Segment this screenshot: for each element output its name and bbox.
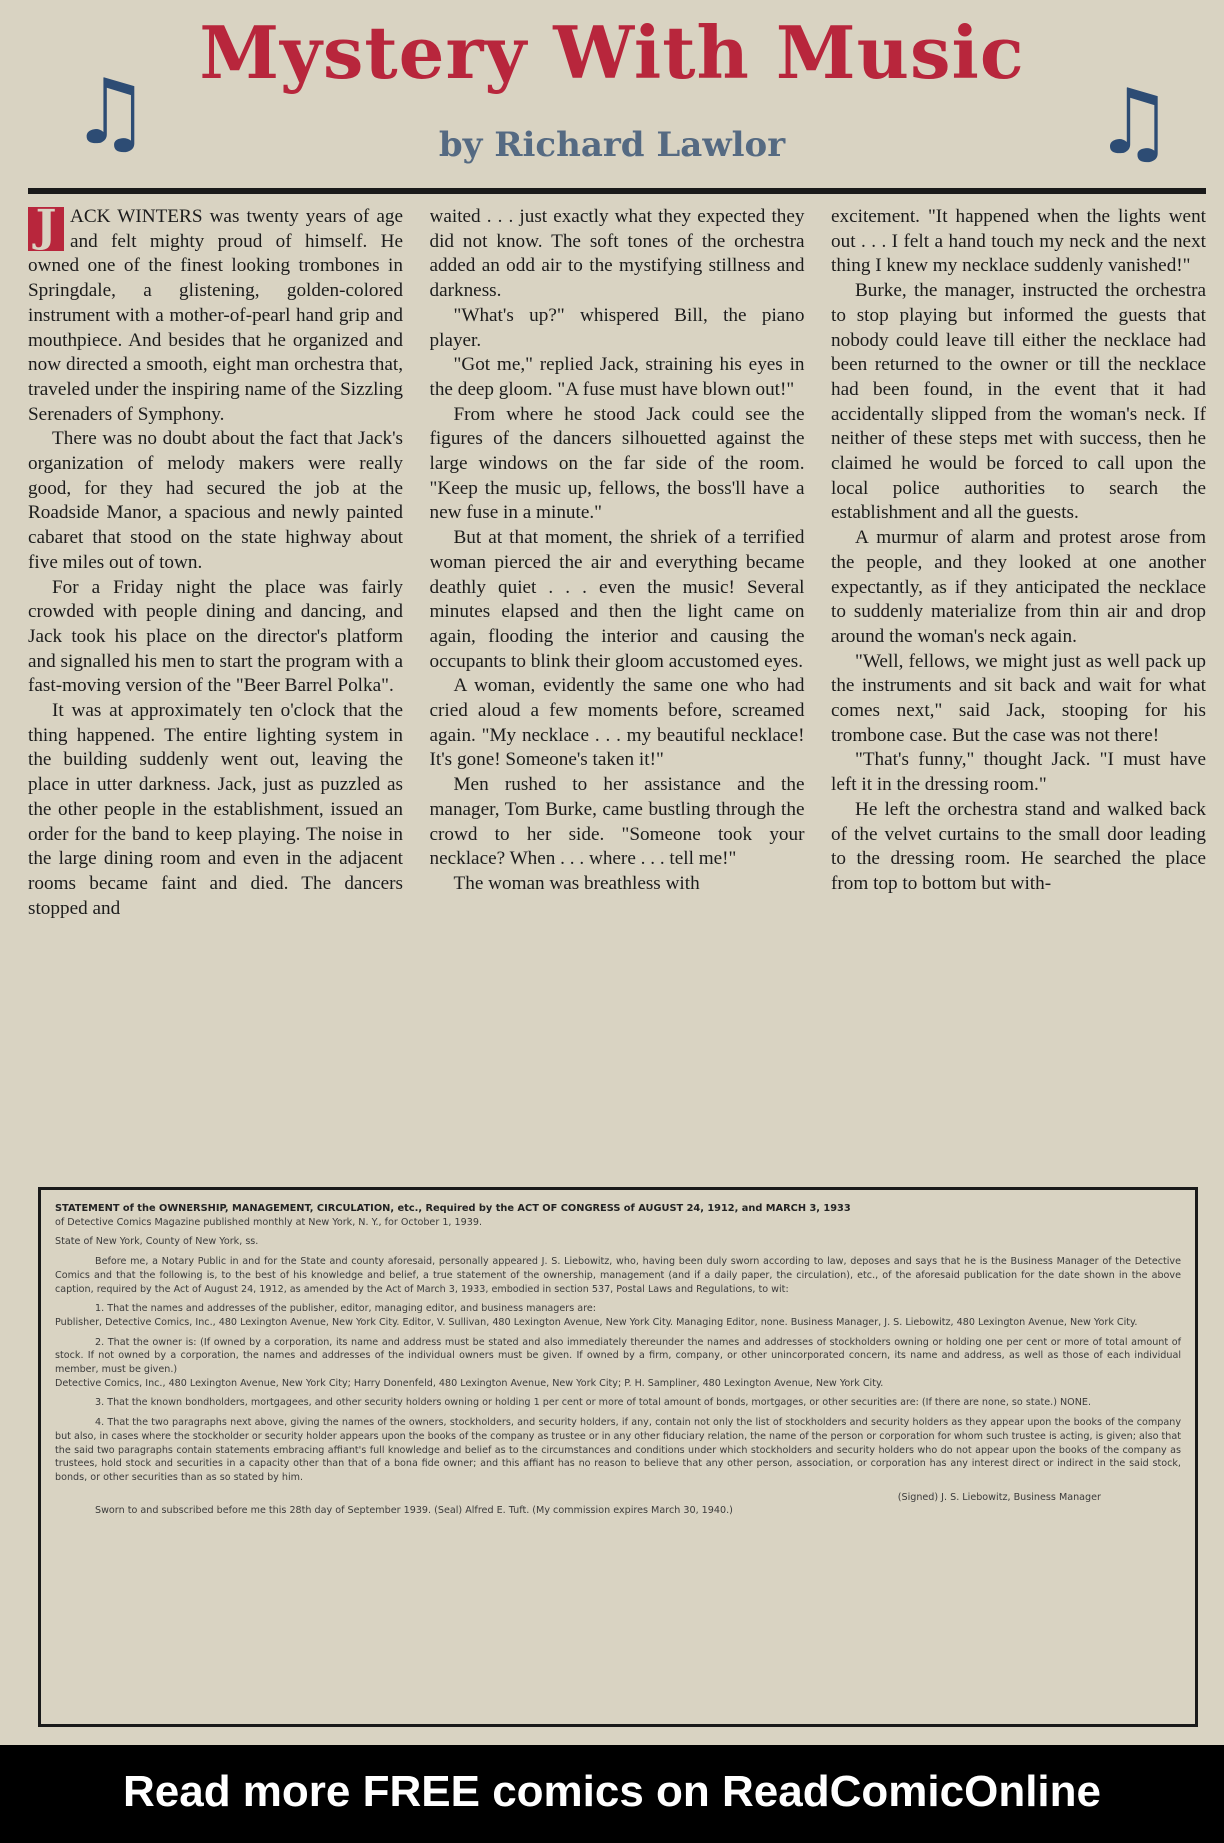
story-paragraph: "Well, fellows, we might just as well pack up the instruments and sit back and wait for what comes next," said Jack, stooping for his trombone case. But the case was not there! — [831, 650, 1206, 746]
story-paragraph: "That's funny," thought Jack. "I must have left it in the dressing room." — [831, 749, 1206, 796]
story-paragraph: "What's up?" whispered Bill, the piano player. — [429, 304, 805, 351]
statement-paragraph: 2. That the owner is: (If owned by a corporation, its name and address must be stated and also immediately thereunder the names and addresses of stockholders owning or holding one per cent or more of total amount of stock. If not owned by a corporation, the names and addresses of the individual owners must be given. If owned by a firm, company, or other unincorporated concern, its name and address, as well as those of each individual member, must be given.) — [55, 1336, 1181, 1376]
story-paragraph: It was at approximately ten o'clock that the thing happened. The entire lighting system in the building suddenly went out, leaving the place in utter darkness. Jack, just as puzzled as the other people in the establishment, issued an order for the band to keep playing. The noise in the large dining room and even in the adjacent rooms became faint and died. The dancers stopped and — [28, 700, 403, 919]
story-paragraph: From where he stood Jack could see the figures of the dancers silhouetted against the large windows on the far side of the room. "Keep the music up, fellows, the boss'll have a new fuse in a minute." — [429, 403, 805, 524]
story-title: Mystery With Music — [199, 10, 1025, 95]
story-paragraph: Men rushed to her assistance and the manager, Tom Burke, came bustling through the crowd to her side. "Someone took your necklace? When . . . where . . . tell me!" — [429, 774, 805, 870]
header-divider — [28, 188, 1206, 194]
story-paragraph: But at that moment, the shriek of a terrified woman pierced the air and everything became deathly quiet . . . even the music! Several minutes elapsed and then the light came on again, flooding the interior and causing the occupants to blink their gloom accustomed eyes. — [429, 527, 805, 672]
story-paragraph: "Got me," replied Jack, straining his eyes in the deep gloom. "A fuse must have blown out!" — [429, 354, 805, 400]
story-column-2 — [430, 205, 805, 1180]
story-paragraph: waited . . . just exactly what they expected they did not know. The soft tones of the orchestra added an odd air to the mystifying stillness and darkness. — [429, 206, 805, 302]
statement-paragraph: Detective Comics, Inc., 480 Lexington Avenue, New York City; Harry Donenfeld, 480 Lexington Avenue, New York City; P. H. Sampliner, 480 Lexington Avenue, New York City. — [55, 1377, 884, 1389]
story-header — [30, 0, 1194, 190]
story-columns — [28, 205, 1206, 1180]
story-paragraph: The woman was breathless with — [453, 872, 700, 894]
drop-cap: J — [28, 207, 64, 251]
statement-sworn-line: Sworn to and subscribed before me this 28th day of September 1939. (Seal) Alfred E. Tuft. (My commission expires March 30, 1940.) — [95, 1505, 733, 1517]
statement-paragraph: Before me, a Notary Public in and for the State and county aforesaid, personally appeared J. S. Liebowitz, who, having been duly sworn according to law, deposes and says that he is the Business Manager of the Detective Comics and that the following is, to the best of his knowledge and belief, a true statement of the ownership, management (and if a daily paper, the circulation), etc., of the aforesaid publication for the date shown in the above caption, required by the Act of August 24, 1912, as amended by the Act of March 3, 1933, embodied in section 537, Postal Laws and Regulations, to wit: — [55, 1256, 1181, 1295]
story-paragraph: A murmur of alarm and protest arose from the people, and they looked at one another expectantly, as if they anticipated the necklace to suddenly materialize from thin air and drop around the woman's neck again. — [831, 527, 1206, 647]
story-paragraph: J ACK WINTERS was twenty years of age and felt mighty proud of himself. He owned one of the finest looking trombones in Springdale, a glistening, golden-colored instrument with a mother-of-pearl hand grip and mouthpiece. And besides that he organized and now directed a smooth, eight man orchestra that, traveled under the inspiring name of the Sizzling Serenaders of Symphony. — [28, 205, 403, 425]
promo-banner — [0, 1745, 1224, 1843]
statement-paragraph: 1. That the names and addresses of the publisher, editor, managing editor, and business managers are: — [95, 1303, 597, 1315]
story-column-1 — [28, 205, 403, 1180]
statement-signature: (Signed) J. S. Liebowitz, Business Manager — [897, 1491, 1101, 1503]
story-paragraph: For a Friday night the place was fairly crowded with people dining and dancing, and Jack took his place on the director's platform and signalled his men to start the program with a fast-moving version of the "Beer Barrel Polka". — [28, 576, 403, 697]
story-paragraph: A woman, evidently the same one who had cried aloud a few moments before, screamed again. "My necklace . . . my beautiful necklace! It's gone! Someone's taken it!" — [429, 675, 805, 771]
statement-paragraph: 3. That the known bondholders, mortgagees, and other security holders owning or holding 1 per cent or more of total amount of bonds, mortgages, or other securities are: (If there are none, so state.) NONE. — [95, 1397, 1092, 1409]
story-byline: by Richard Lawlor — [438, 125, 786, 165]
story-column-3 — [831, 205, 1206, 1180]
story-paragraph: Burke, the manager, instructed the orchestra to stop playing but informed the guests that nobody could leave till either the necklace had been returned to the owner or till the necklace had been found, in the event that it had accidentally slipped from the woman's neck. If neither of these steps met with success, then he claimed he would be forced to call upon the local police authorities to search the establishment and all the guests. — [831, 280, 1206, 524]
story-paragraph: There was no doubt about the fact that Jack's organization of melody makers were really good, for they had secured the job at the Roadside Manor, a spacious and newly painted cabaret that stood on the state highway about five miles out of town. — [28, 428, 403, 573]
story-paragraph: He left the orchestra stand and walked back of the velvet curtains to the small door leading to the dressing room. He searched the place from top to bottom but with- — [831, 798, 1206, 894]
promo-banner-text: Read more FREE comics on ReadComicOnline — [122, 1767, 1101, 1816]
statement-heading: STATEMENT of the OWNERSHIP, MANAGEMENT, CIRCULATION, etc., Required by the ACT OF CONGRESS of AUGUST 24, 1912, and MARCH 3, 1933 — [55, 1203, 851, 1214]
statement-paragraph: 4. That the two paragraphs next above, giving the names of the owners, stockholders, and security holders, if any, contain not only the list of stockholders and security holders as they appear upon the books of the company but also, in cases where the stockholder or security holder appears upon the books of the company as trustee or in any other fiduciary relation, the name of the person or corporation for whom such trustee is acting, is given; also that the said two paragraphs contain statements embracing affiant's full knowledge and belief as to the circumstances and conditions under which stockholders and security holders who do not appear upon the books of the company as trustees, hold stock and securities in a capacity other than that of a bona fide owner; and this affiant has no reason to believe that any other person, association, or corporation has any interest direct or indirect in the said stock, bonds, or other securities than as so stated by him. — [55, 1417, 1181, 1483]
statement-subheading: of Detective Comics Magazine published monthly at New York, N. Y., for October 1, 1939. — [55, 1216, 482, 1228]
music-note-icon: ♫ — [1093, 70, 1174, 175]
music-note-icon: ♫ — [70, 60, 151, 165]
statement-paragraph: Publisher, Detective Comics, Inc., 480 Lexington Avenue, New York City. Editor, V. Sullivan, 480 Lexington Avenue, New York City. Managing Editor, none. Business Manager, J. S. Liebowitz, 480 Lexington Avenue, New York City. — [55, 1316, 1138, 1328]
statement-state-line: State of New York, County of New York, ss. — [55, 1236, 259, 1248]
ownership-statement-box — [38, 1187, 1198, 1727]
story-paragraph: excitement. "It happened when the lights went out . . . I felt a hand touch my neck and the next thing I knew my necklace suddenly vanished!" — [831, 206, 1206, 277]
